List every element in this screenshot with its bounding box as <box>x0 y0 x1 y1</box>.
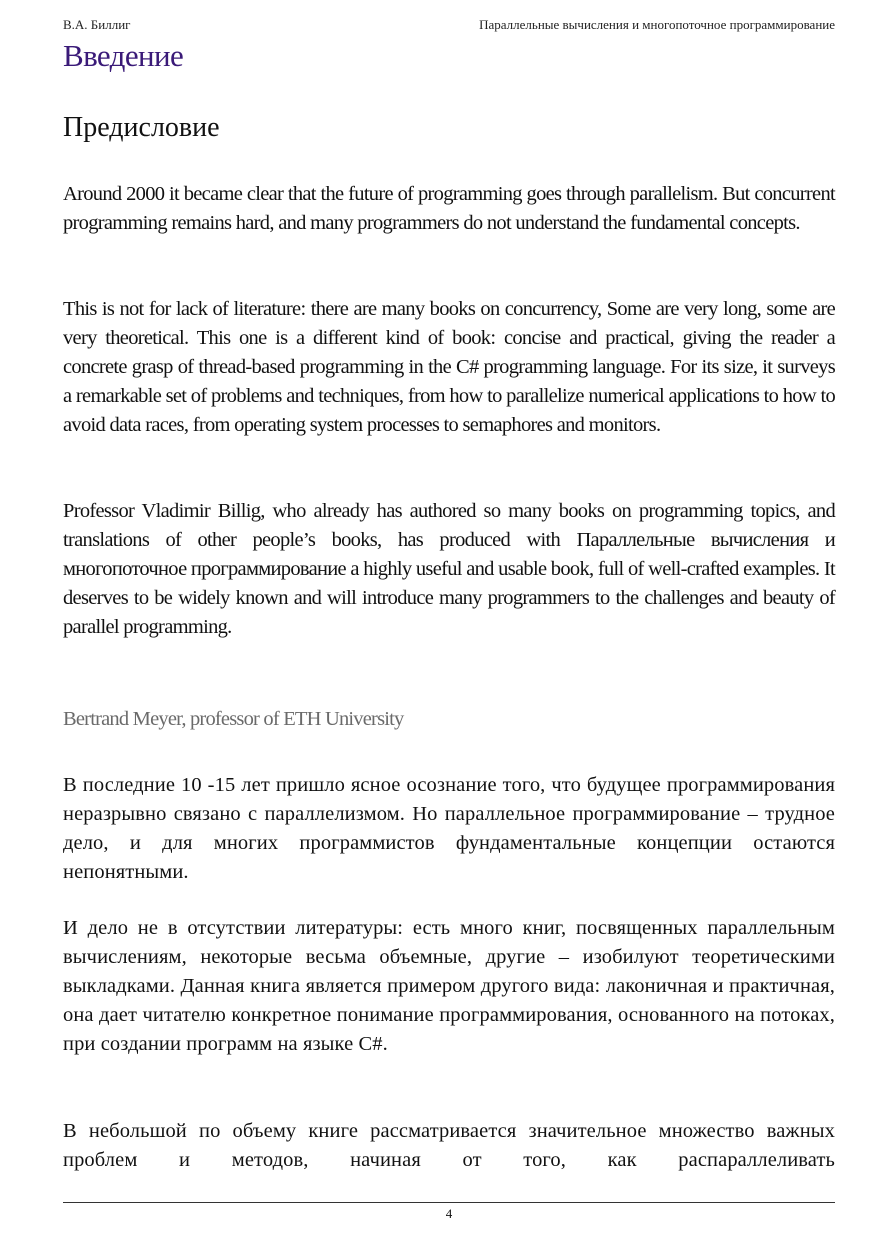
signature: Bertrand Meyer, professor of ETH University <box>63 708 404 730</box>
chapter-title: Введение <box>63 38 184 73</box>
running-header-title: Параллельные вычисления и многопоточное программирование <box>479 17 835 32</box>
section-title: Предисловие <box>63 112 220 143</box>
paragraph-ru-2: И дело не в отсутствии литературы: есть много книг, посвященных параллельным вычислениям, некоторые весьма объемные, другие – изобилуют теоретическими выкладками. Данная книга является примером другого вида: лаконичная и практичная, она дает читателю конкретное понимание программирования, основанного на потоках, при создании программ на языке C#. <box>63 917 835 1055</box>
paragraph-en-3: Professor Vladimir Billig, who already has authored so many books on programming topics, and translations of other people’s books, has produced with Параллельные вычисления и многопоточное программирование a highly useful and usable book, full of well-crafted examples. It deserves to be widely known and will introduce many programmers to the challenges and beauty of parallel programming. <box>63 500 835 638</box>
paragraph-en-1: Around 2000 it became clear that the future of programming goes through parallelism. But concurrent programming remains hard, and many programmers do not understand the fundamental concepts. <box>63 183 835 234</box>
page-number: 4 <box>445 1206 453 1221</box>
paragraph-ru-1: В последние 10 -15 лет пришло ясное осознание того, что будущее программирования неразрывно связано с параллелизмом. Но параллельное программирование – трудное дело, и для многих программистов фундаментальные концепции остаются непонятными. <box>63 774 835 883</box>
running-header-author: В.А. Биллиг <box>63 17 131 32</box>
paragraph-en-2: This is not for lack of literature: there are many books on concurrency, Some are very long, some are very theoretical. This one is a different kind of book: concise and practical, giving the reader a concrete grasp of thread-based programming in the C# programming language. For its size, it surveys a remarkable set of problems and techniques, from how to parallelize numerical applications to how to avoid data races, from operating system processes to semaphores and monitors. <box>63 298 835 436</box>
paragraph-ru-3: В небольшой по объему книге рассматривается значительное множество важных проблем и методов, начиная от того, как распараллеливать <box>63 1120 835 1171</box>
footer-rule <box>63 1202 835 1203</box>
